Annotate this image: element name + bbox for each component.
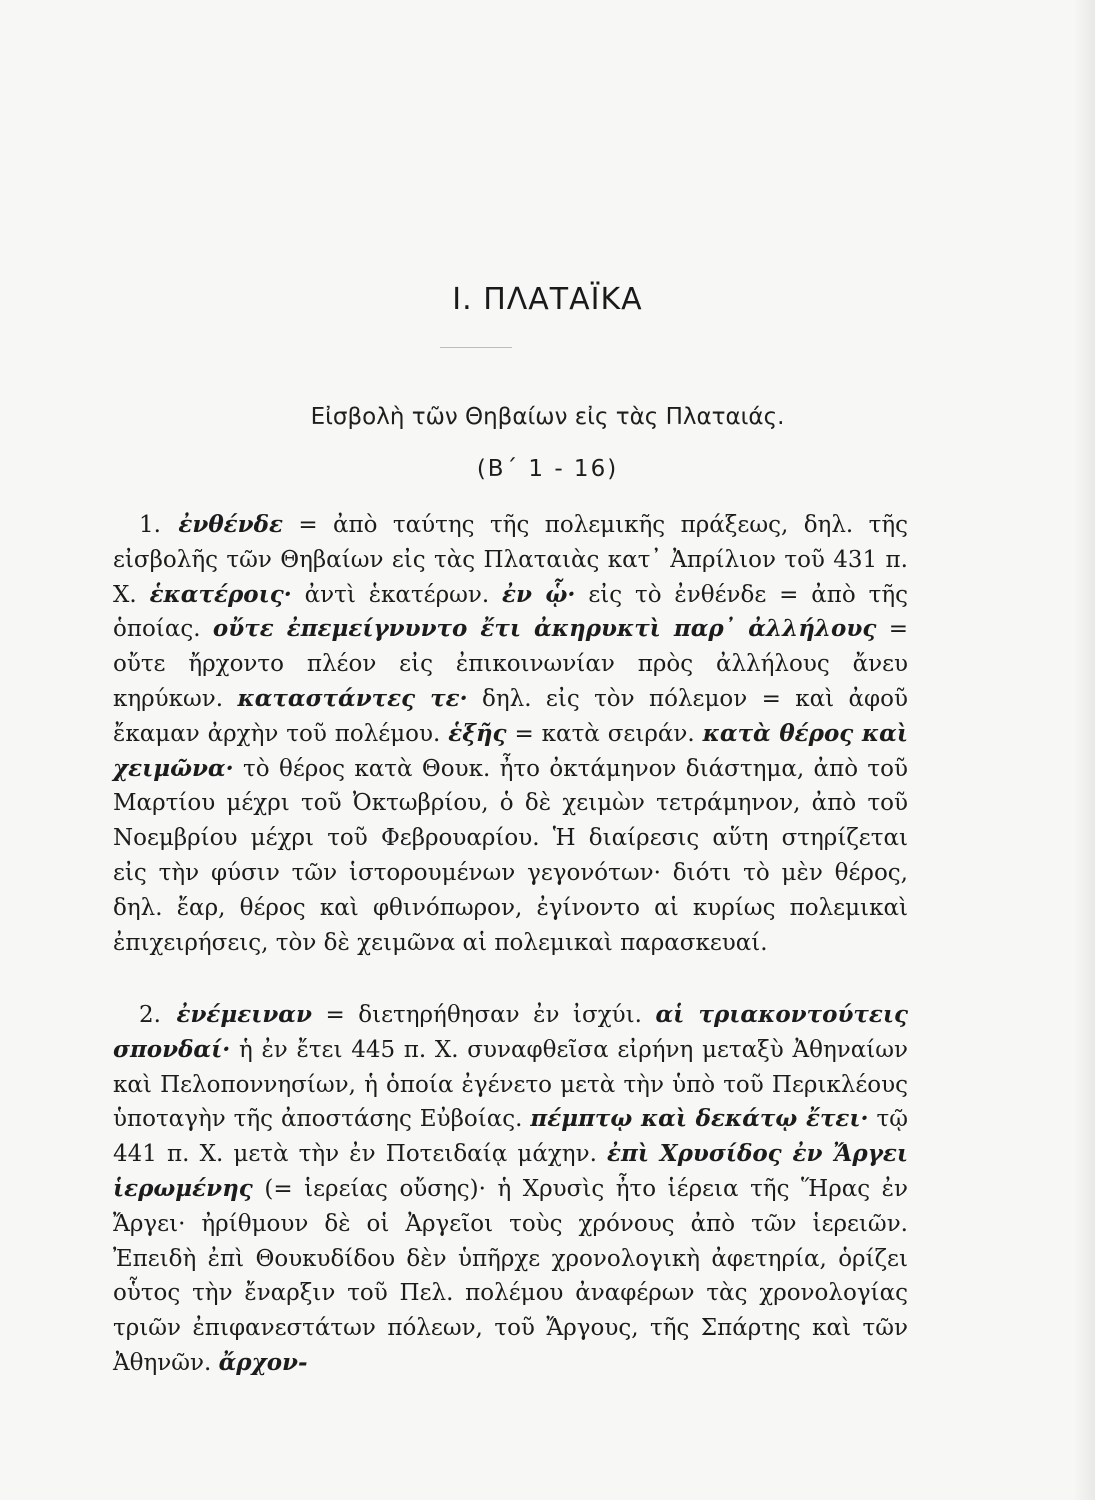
title-divider (440, 347, 512, 348)
gloss: τῷ 441 π. Χ. μετὰ τὴν ἐν Ποτειδαίᾳ μάχην. (113, 1106, 908, 1168)
section-title: Εἰσβολὴ τῶν Θηβαίων εἰς τὰς Πλαταιάς. (310, 404, 785, 430)
gloss: ἀντὶ ἑκατέρων. (291, 581, 503, 608)
gloss: = οὔτε ἤρχοντο πλέον εἰς ἐπικοινωνίαν πρὸς ἀλλήλους ἄνευ κηρύκων. (113, 616, 908, 712)
lemma: ἑξῆς (448, 719, 507, 747)
gloss: δηλ. εἰς τὸν πόλεμον = καὶ ἀφοῦ ἔκαμαν ἀρχὴν τοῦ πολέμου. (113, 685, 908, 747)
gloss: (= ἱερείας οὔσης)· ἡ Χρυσὶς ἦτο ἱέρεια τῆς Ἥρας ἐν Ἄργει· ἠρίθμουν δὲ οἱ Ἀργεῖοι τοὺς χρόνους ἀπὸ τῶν ἱερειῶν. Ἐπειδὴ ἐπὶ Θουκυδίδου δὲν ὑπῆρχε χρονολογικὴ ἀφετηρία, ὁρίζει οὗτος τὴν ἔναρξιν τοῦ Πελ. πολέμου ἀναφέρων τὰς χρονολογίας τριῶν ἐπιφανεστάτων πόλεων, τοῦ Ἄργους, τῆς Σπάρτης καὶ τῶν Ἀθηνῶν. (113, 1175, 908, 1376)
note-number: 1. (139, 512, 161, 538)
lemma: ἐνθένδε (178, 511, 283, 538)
gloss: = ἀπὸ ταύτης τῆς πολεμικῆς πράξεως, δηλ. τῆς εἰσβολῆς τῶν Θηβαίων εἰς τὰς Πλαταιὰς κατ᾽ Ἀπρίλιον τοῦ 431 π. Χ. (113, 512, 909, 608)
gloss: τὸ θέρος κατὰ Θουκ. ἦτο ὀκτάμηνον διάστημα, ἀπὸ τοῦ Μαρτίου μέχρι τοῦ Ὀκτωβρίου, ὁ δὲ χειμὼν τετράμηνον, ἀπὸ τοῦ Νοεμβρίου μέχρι τοῦ Φεβρουαρίου. Ἡ διαίρεσις αὕτη στηρίζεται εἰς τὴν φύσιν τῶν ἱστορουμένων γεγονότων· διότι τὸ μὲν θέρος, δηλ. ἔαρ, θέρος καὶ φθινόπωρον, ἐγίνοντο αἱ κυρίως πολεμικαὶ ἐπιχειρήσεις, τὸν δὲ χειμῶνα αἱ πολεμικαὶ παρασκευαί. (113, 755, 908, 956)
lemma: ἄρχον- (218, 1348, 308, 1376)
gloss: ἡ ἐν ἔτει 445 π. Χ. συναφθεῖσα εἰρήνη μεταξὺ Ἀθηναίων καὶ Πελοποννησίων, ἡ ὁποία ἐγένετο μετὰ τὴν ὑπὸ τοῦ Περικλέους ὑποταγὴν τῆς ἀποστάσης Εὐβοίας. (113, 1036, 908, 1133)
page-edge-shadow (1073, 0, 1095, 1500)
note-paragraph-2 (113, 998, 908, 1381)
lemma: κατὰ θέρος καὶ χειμῶνα· (113, 719, 908, 782)
lemma: οὔτε ἐπεμείγνυντο ἔτι ἀκηρυκτὶ παρ᾽ ἀλλήλους (212, 615, 877, 643)
lemma: καταστάντες τε· (237, 684, 468, 712)
lemma: πέμπτῳ καὶ δεκάτῳ ἔτει· (530, 1105, 869, 1133)
lemma: ἐπὶ Χρυσίδος ἐν Ἄργει ἱερωμένης (113, 1140, 908, 1202)
lemma: ἑκατέροις· (149, 580, 292, 608)
lemma: αἱ τριακοντούτεις σπονδαί· (113, 1001, 909, 1063)
lemma: ἐν ᾧ· (502, 580, 576, 608)
note-paragraph-1 (113, 508, 908, 960)
section-reference: (Β΄ 1 - 16) (476, 456, 619, 482)
chapter-title: I. ΠΛΑΤΑΪΚΑ (452, 282, 643, 318)
note-number: 2. (139, 1002, 161, 1028)
lemma: ἐνέμειναν (176, 1001, 312, 1028)
gloss: = κατὰ σειράν. (506, 720, 703, 747)
gloss: εἰς τὸ ἐνθένδε = ἀπὸ τῆς ὁποίας. (113, 581, 909, 643)
gloss: = διετηρήθησαν ἐν ἰσχύι. (311, 1002, 656, 1028)
